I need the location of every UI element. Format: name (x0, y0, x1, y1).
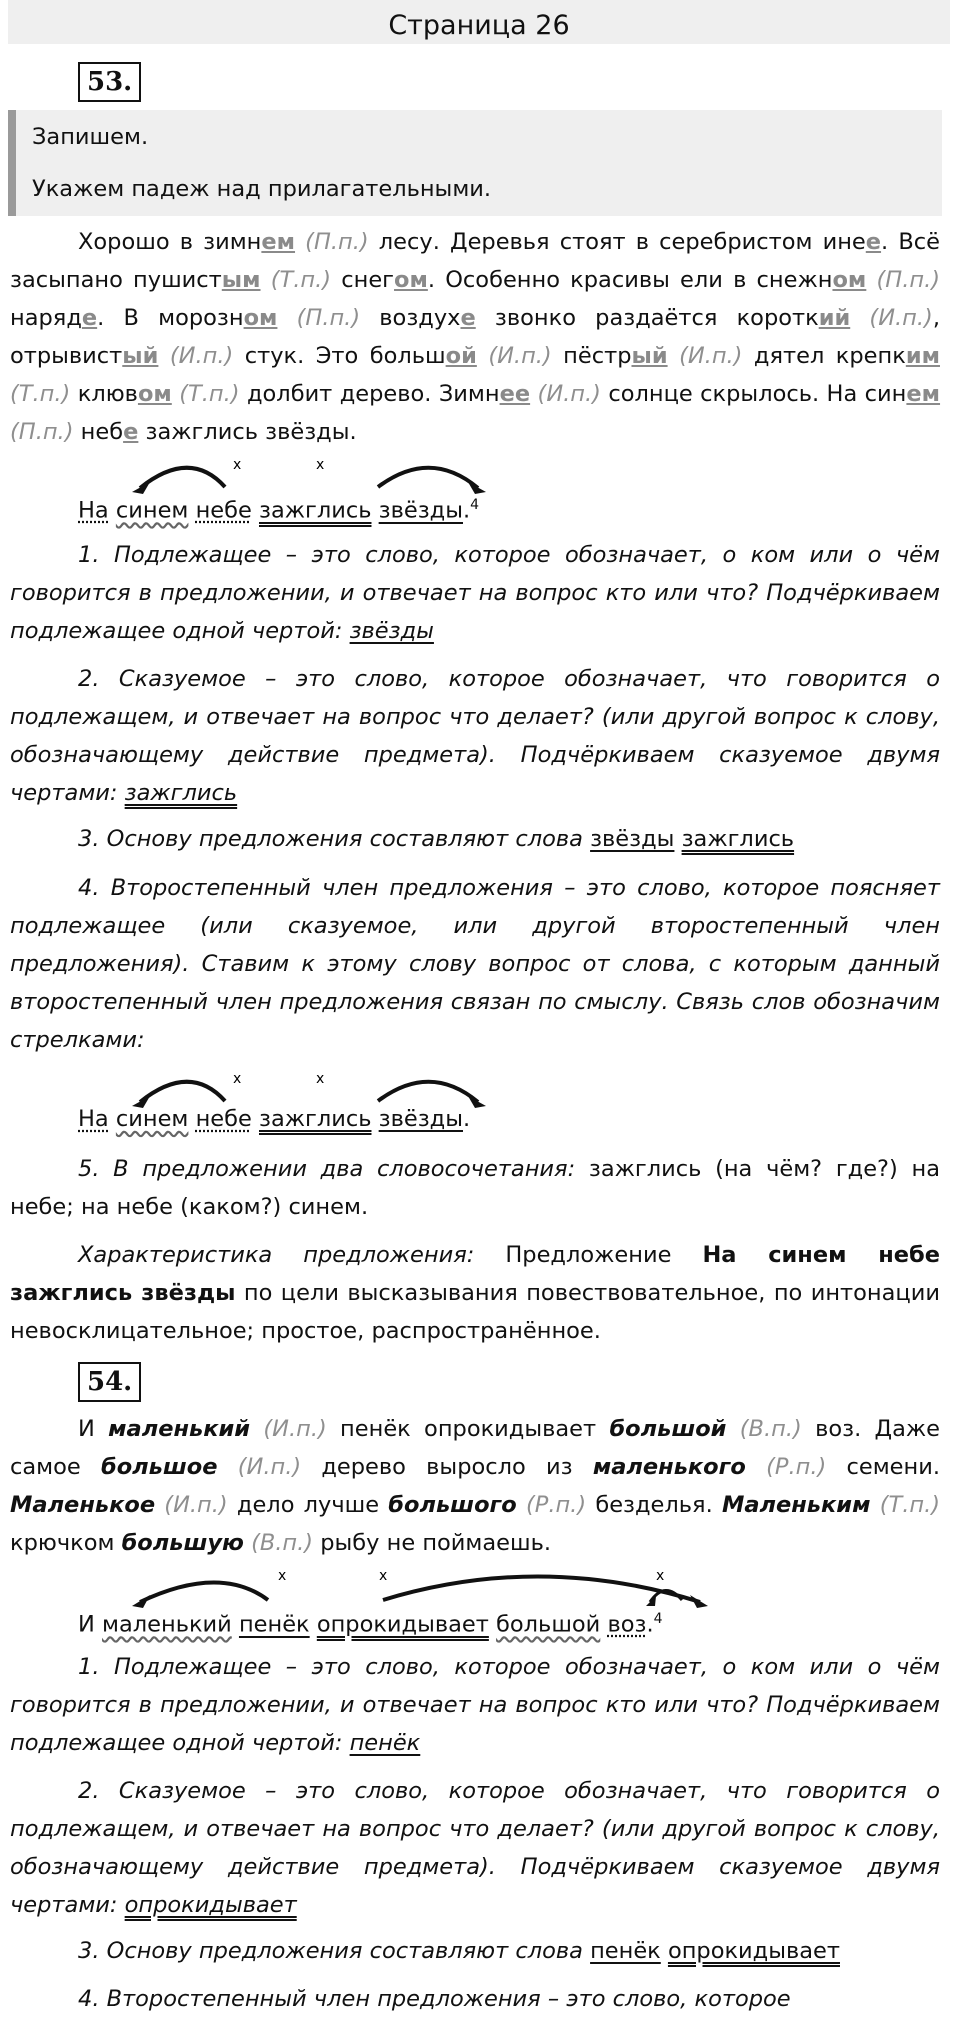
ex54-text (10, 1410, 940, 1562)
text-run (250, 1416, 263, 1442)
sentence-word: . (463, 497, 471, 524)
text-run (870, 1492, 879, 1518)
text-run: ом (394, 267, 428, 293)
sentence-word: На (78, 497, 109, 524)
sentence-word: маленький (102, 1611, 232, 1638)
text-run: большой (609, 1416, 727, 1442)
text-run (217, 1454, 237, 1480)
sentence-word: . (646, 1611, 654, 1638)
text-run (277, 305, 296, 331)
text-run (517, 1492, 526, 1518)
text-run (244, 1530, 251, 1556)
sentence-word: небе (195, 1106, 252, 1132)
ex54-point-4 (10, 1980, 940, 2018)
text-run: 4. Второстепенный член предложения – это слово, которое поясняет подлежащее (или сказуемое, или другой второстепенный член предложения). Ставим к этому слову вопрос от слова, с которым данный второстепенный член предложения связан по смыслу. Связь слов обозначим стрелками: (10, 875, 940, 1053)
ex53-sentence-1 (78, 486, 479, 524)
text-run: ом (243, 305, 278, 331)
text-run: (И.п.) (237, 1454, 302, 1480)
text-run: ый (631, 343, 668, 369)
arc-arrow (140, 1082, 225, 1102)
sentence-word (95, 1612, 102, 1638)
arc-mark: x (233, 457, 242, 473)
text-run: большого (388, 1492, 517, 1518)
text-run: ем (261, 229, 296, 255)
ex53-point-1 (10, 536, 940, 650)
arc-mark: x (316, 1071, 325, 1087)
text-run (674, 826, 681, 852)
arrowhead (468, 1096, 486, 1108)
text-run: (И.п.) (164, 1492, 228, 1518)
text-run: (И.п.) (869, 305, 933, 331)
text-run: солнце скрылось. На син (600, 381, 907, 407)
text-run: дерево выросло из (301, 1454, 593, 1480)
text-run: (Т.п.) (10, 381, 71, 407)
text-run: опрокидывает (124, 1892, 297, 1918)
text-run: ом (137, 381, 172, 407)
sentence-word: небе (195, 497, 252, 524)
text-run: рыбу не поймаешь. (313, 1530, 552, 1556)
ex53-text (10, 223, 940, 451)
text-run: стук. Это больш (233, 343, 446, 369)
sentence-word: синем (115, 497, 189, 524)
text-run: (И.п.) (488, 343, 552, 369)
text-run (477, 343, 488, 369)
sentence-word: воз (607, 1611, 647, 1638)
text-run: е (81, 305, 98, 331)
text-run: зажглись звёзды. (138, 419, 357, 445)
text-run: воздух (360, 305, 461, 331)
text-run: семени. (826, 1454, 941, 1480)
ex53-sentence-2 (78, 1100, 470, 1138)
sentence-word: большой (496, 1611, 601, 1638)
sentence-word: . (463, 1106, 471, 1132)
text-run: зажглись (124, 780, 238, 806)
sentence-word: зажглись (259, 497, 372, 524)
text-run: клюв (70, 381, 138, 407)
text-run: е (123, 419, 139, 445)
text-run: маленький (108, 1416, 251, 1442)
ex53-point-3 (10, 820, 940, 858)
ex53-characteristic (10, 1236, 940, 1350)
text-run: неб (73, 419, 124, 445)
sentence-word (188, 1106, 195, 1132)
text-run (850, 305, 869, 331)
sentence-word (109, 498, 116, 524)
text-run: (Т.п.) (270, 267, 332, 293)
text-run: ой (445, 343, 477, 369)
ex54-point-1 (10, 1648, 940, 1762)
text-run: . В морозн (97, 305, 244, 331)
sentence-word (109, 1106, 116, 1132)
text-run: воз. Даже самое (10, 1416, 940, 1480)
text-run: (П.п.) (10, 419, 74, 445)
text-run: лесу. Деревья стоят в серебристом ине (368, 229, 866, 255)
text-run: ее (499, 381, 531, 407)
text-run: (И.п.) (169, 343, 234, 369)
exercise-number-53: 53. (78, 62, 141, 102)
text-run: Предложение (474, 1242, 703, 1268)
sentence-word (310, 1612, 317, 1638)
sentence-word: И (78, 1611, 95, 1638)
text-run: 1. Подлежащее – это слово, которое обозначает, о ком или о чём говорится в предложении, и отвечает на вопрос кто или что? Подчёркиваем подлежащее одной чертой: (10, 542, 940, 644)
text-run: (Р.п.) (766, 1454, 827, 1480)
text-run: 1. Подлежащее – это слово, которое обозначает, о ком или о чём говорится в предложении, и отвечает на вопрос кто или что? Подчёркиваем подлежащее одной чертой: (10, 1654, 940, 1756)
sentence-word: пенёк (238, 1611, 310, 1638)
text-run: Маленьким (721, 1492, 871, 1518)
text-run: зажглись (на чём? где?) на небе; на небе (каком?) синем. (10, 1156, 940, 1220)
text-run: звёзды (590, 826, 675, 852)
text-run: звёзды (349, 618, 434, 644)
text-run (668, 343, 679, 369)
arc-arrow (378, 468, 478, 488)
exercise-note (8, 110, 942, 216)
sentence-word: На (78, 1106, 109, 1132)
exercise-number-54: 54. (78, 1362, 141, 1402)
text-run (746, 1454, 766, 1480)
ex54-point-3 (10, 1932, 940, 1970)
sentence-word (188, 498, 195, 524)
arc-arrow (140, 468, 225, 488)
text-run: (В.п.) (251, 1530, 314, 1556)
text-run: (П.п.) (296, 305, 361, 331)
text-run: На синем небе зажглись звёзды (10, 1242, 940, 1306)
text-run: (В.п.) (739, 1416, 802, 1442)
note-line-1: Запишем. (32, 124, 149, 150)
text-run: И (78, 1416, 109, 1442)
sentence-word (232, 1612, 239, 1638)
arc-mark: x (316, 457, 325, 473)
text-run: е (865, 229, 882, 255)
text-run: 2. Сказуемое – это слово, которое обозначает, что говорится о подлежащем, и отвечает на вопрос что делает? (или другой вопрос к слову, обозначающему действие предмета). Подчёркиваем сказуемое двумя чертами: (10, 1778, 940, 1918)
sentence-word (489, 1612, 496, 1638)
text-run: (И.п.) (537, 381, 601, 407)
text-run: ым (221, 267, 261, 293)
text-run: крючком (10, 1530, 122, 1556)
sentence-word: звёзды (378, 497, 463, 524)
arc-mark: x (379, 1568, 388, 1584)
arc-mark: x (278, 1568, 287, 1584)
text-run: по цели высказывания повествовательное, по интонации невосклицательное; простое, распространённое. (10, 1280, 940, 1344)
text-run: опрокидывает (667, 1938, 840, 1964)
text-run: им (905, 343, 940, 369)
text-run: (И.п.) (679, 343, 743, 369)
text-run: 3. Основу предложения составляют слова (78, 826, 591, 852)
text-run: ий (818, 305, 851, 331)
ex54-point-2 (10, 1772, 940, 1924)
text-run: . Особенно красивы ели в снежн (427, 267, 833, 293)
footnote-mark: 4 (470, 497, 480, 513)
text-run: (П.п.) (305, 229, 369, 255)
arc-mark: x (233, 1071, 242, 1087)
text-run: (Р.п.) (525, 1492, 587, 1518)
text-run: ый (122, 343, 159, 369)
text-run (261, 267, 271, 293)
note-line-2: Укажем падеж над прилагательными. (32, 176, 492, 202)
text-run (866, 267, 876, 293)
text-run: маленького (592, 1454, 746, 1480)
arc-arrow (378, 1082, 478, 1102)
sentence-word: звёзды (378, 1106, 463, 1132)
text-run (158, 343, 169, 369)
text-run: ем (906, 381, 941, 407)
text-run (661, 1938, 668, 1964)
text-run: (Т.п.) (879, 1492, 941, 1518)
text-run: е (460, 305, 476, 331)
text-run: Хорошо в зимн (78, 229, 262, 255)
sentence-word (252, 498, 259, 524)
arc-mark: x (656, 1568, 665, 1584)
text-run: , отрывист (10, 305, 940, 369)
text-run: снег (331, 267, 395, 293)
text-run: 5. В предложении два словосочетания: (78, 1156, 576, 1182)
page-header: Страница 26 (8, 0, 950, 44)
text-run: пенёк опрокидывает (326, 1416, 610, 1442)
text-run: дятел крепк (742, 343, 906, 369)
footnote-mark: 4 (653, 1611, 663, 1627)
text-run: большую (121, 1530, 244, 1556)
text-run: (И.п.) (263, 1416, 327, 1442)
text-run: Характеристика предложения: (78, 1242, 475, 1268)
sentence-word: синем (115, 1106, 189, 1132)
text-run: 4. Второстепенный член предложения – это слово, которое (78, 1986, 791, 2012)
text-run: пёстр (551, 343, 632, 369)
sentence-word: опрокидывает (316, 1611, 489, 1638)
text-run: безделья. (586, 1492, 722, 1518)
text-run: большое (100, 1454, 218, 1480)
sentence-word (371, 498, 378, 524)
text-run: . Всё засыпано пушист (10, 229, 940, 293)
text-run: пенёк (590, 1938, 661, 1964)
text-run (295, 229, 305, 255)
text-run: наряд (10, 305, 82, 331)
sentence-word (252, 1106, 259, 1132)
text-run: ом (832, 267, 867, 293)
text-run: (Т.п.) (179, 381, 240, 407)
sentence-word: зажглись (259, 1106, 372, 1132)
text-run: дело лучше (227, 1492, 389, 1518)
text-run: Маленькое (10, 1492, 156, 1518)
ex54-sentence (78, 1600, 663, 1638)
sentence-word (371, 1106, 378, 1132)
ex53-point-5 (10, 1150, 940, 1226)
text-run: 3. Основу предложения составляют слова (78, 1938, 591, 1964)
text-run (726, 1416, 739, 1442)
ex53-point-4 (10, 869, 940, 1059)
text-run: зажглись (681, 826, 795, 852)
text-run (530, 381, 537, 407)
ex53-point-2 (10, 660, 940, 812)
text-run: (П.п.) (876, 267, 941, 293)
text-run: звонко раздаётся коротк (475, 305, 819, 331)
text-run: пенёк (349, 1730, 421, 1756)
text-run (155, 1492, 164, 1518)
text-run: долбит дерево. Зимн (239, 381, 500, 407)
text-run: 2. Сказуемое – это слово, которое обозначает, что говорится о подлежащем, и отвечает на вопрос что делает? (или другой вопрос к слову, обозначающему действие предмета). Подчёркиваем сказуемое двумя чертами: (10, 666, 940, 806)
